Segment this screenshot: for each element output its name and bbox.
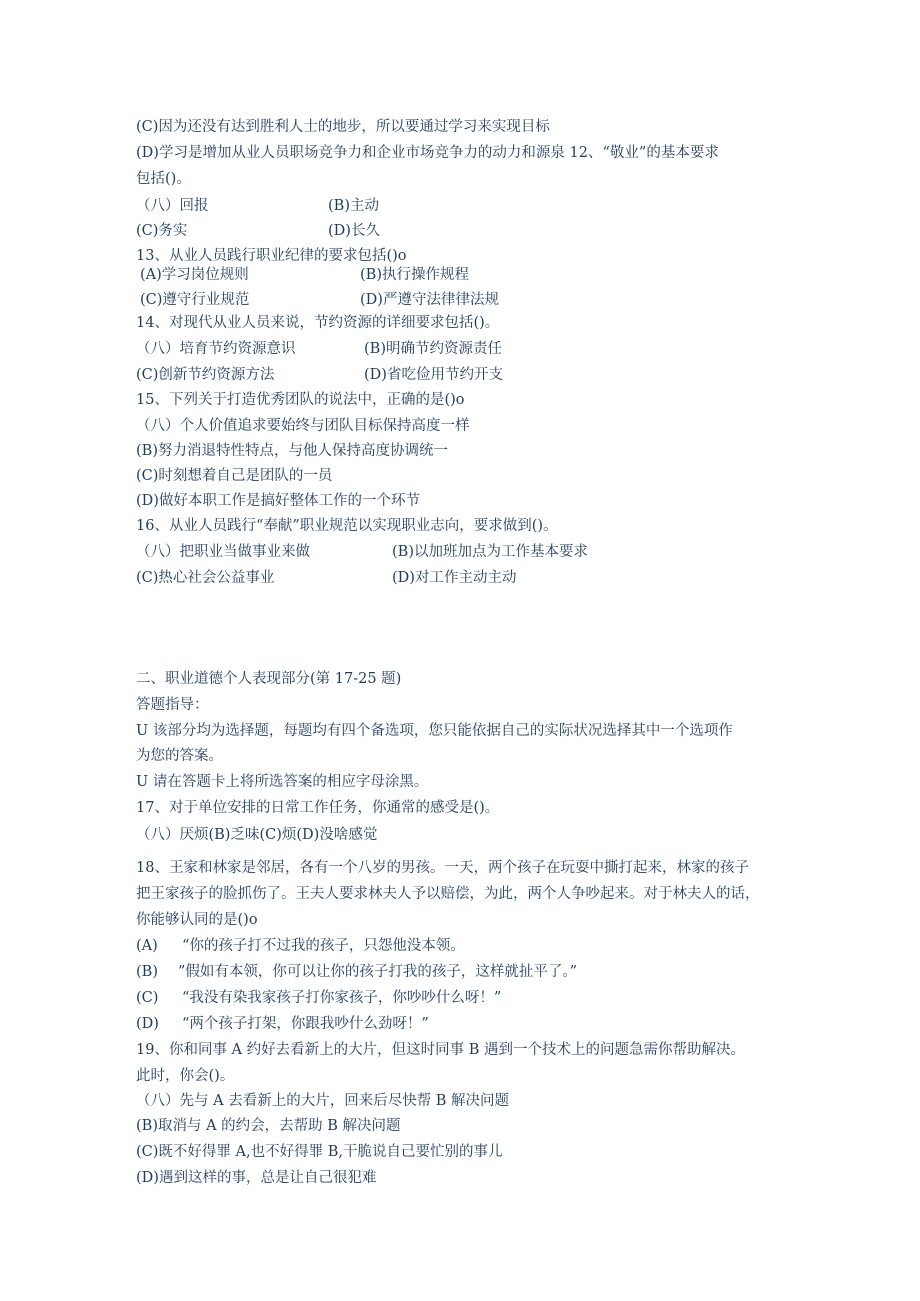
q12-option-b: (B)主动 (328, 198, 379, 214)
q13-option-c: (C)遵守行业规范 (140, 292, 250, 308)
section2-heading: 二、职业道德个人表现部分(第 17-25 题) (136, 671, 402, 687)
q19-option-a: （八）先与 A 去看新上的大片，回来后尽快帮 B 解决问题 (136, 1093, 510, 1109)
q12-option-a: （八）回报 (136, 198, 209, 214)
q19-question-line-1: 19、你和同事 A 约好去看新上的大片，但这时同事 B 遇到一个技术上的问题急需你帮助解决。 (136, 1042, 746, 1058)
q15-option-a: （八）个人价值追求要始终与团队目标保持高度一样 (136, 418, 470, 434)
q15-option-c: (C)时刻想着自己是团队的一员 (136, 468, 333, 484)
q13-option-b: (B)执行操作规程 (360, 267, 469, 283)
guide-title: 答题指导： (136, 697, 209, 713)
q16-option-a: （八）把职业当做事业来做 (136, 544, 310, 560)
q12-continuation: 包括()。 (136, 171, 191, 187)
q18-option-b-text: ”假如有本领，你可以让你的孩子打我的孩子，这样就扯平了。” (178, 964, 578, 980)
q14-option-d: (D)省吃俭用节约开支 (364, 367, 503, 383)
q14-option-b: (B)明确节约资源责任 (364, 341, 502, 357)
q16-option-d: (D)对工作主动主动 (392, 570, 517, 586)
q17-question: 17、对于单位安排的日常工作任务，你通常的感受是()。 (136, 800, 500, 816)
q17-options: （八）厌烦(B)乏味(C)烦(D)没啥感觉 (136, 827, 378, 843)
q19-option-c: (C)既不好得罪 A,也不好得罪 B,干脆说自己要忙别的事儿 (136, 1144, 503, 1160)
q15-question: 15、下列关于打造优秀团队的说法中，正确的是()o (136, 392, 465, 408)
q19-option-d: (D)遇到这样的事，总是让自己很犯难 (136, 1170, 377, 1186)
q19-question-line-2: 此时，你会()。 (136, 1068, 235, 1084)
q18-option-c-letter: (C) (136, 990, 159, 1006)
q18-option-a-letter: (A) (136, 938, 158, 954)
q18-option-b-letter: (B) (136, 964, 158, 980)
q18-question-line-1: 18、王家和林家是邻居，各有一个八岁的男孩。一天，两个孩子在玩耍中撕打起来，林家的孩子 (136, 860, 749, 876)
q14-question: 14、对现代从业人员来说，节约资源的详细要求包括()。 (136, 315, 500, 331)
q19-option-b: (B)取消与 A 的约会，去帮助 B 解决问题 (136, 1118, 401, 1134)
q12-option-d: (D)长久 (328, 223, 380, 239)
guide-line-1-cont: 为您的答案。 (136, 748, 223, 764)
q16-option-b: (B)以加班加点为工作基本要求 (392, 544, 588, 560)
q18-question-line-3: 你能够认同的是()o (136, 912, 258, 928)
q16-question: 16、从业人员践行“奉献”职业规范以实现职业志向，要求做到()。 (136, 518, 558, 534)
q13-option-d: (D)严遵守法律律法规 (360, 292, 499, 308)
guide-line-1: U 该部分均为选择题，每题均有四个备选项，您只能依据自己的实际状况选择其中一个选项作 (136, 723, 733, 739)
q18-option-d-text: “两个孩子打架，你跟我吵什么劲呀！” (182, 1016, 429, 1032)
q13-question: 13、从业人员践行职业纪律的要求包括()o (136, 248, 407, 264)
q13-option-a: (A)学习岗位规则 (140, 267, 249, 283)
q12-option-c: (C)务实 (136, 223, 188, 239)
q18-option-c-text: “我没有染我家孩子打你家孩子，你吵吵什么呀！” (182, 990, 502, 1006)
q11-option-c: (C)因为还没有达到胜利人士的地步，所以要通过学习来实现目标 (136, 119, 550, 135)
q15-option-b: (B)努力消退特性特点，与他人保持高度协调统一 (136, 443, 448, 459)
q14-option-c: (C)创新节约资源方法 (136, 367, 275, 383)
q18-option-d-letter: (D) (136, 1016, 159, 1032)
q15-option-d: (D)做好本职工作是搞好整体工作的一个环节 (136, 493, 420, 509)
guide-line-2: U 请在答题卡上将所选答案的相应字母涂黑。 (136, 774, 429, 790)
q18-question-line-2: 把王家孩子的脸抓伤了。王夫人要求林夫人予以赔偿，为此，两个人争吵起来。对于林夫人的话， (136, 886, 760, 902)
q18-option-a-text: “你的孩子打不过我的孩子，只怨他没本领。 (182, 938, 465, 954)
q16-option-c: (C)热心社会公益事业 (136, 570, 275, 586)
q11-option-d: (D)学习是增加从业人员职场竞争力和企业市场竞争力的动力和源泉 12、“敬业”的基本要求 (136, 145, 719, 161)
q14-option-a: （八）培育节约资源意识 (136, 341, 296, 357)
